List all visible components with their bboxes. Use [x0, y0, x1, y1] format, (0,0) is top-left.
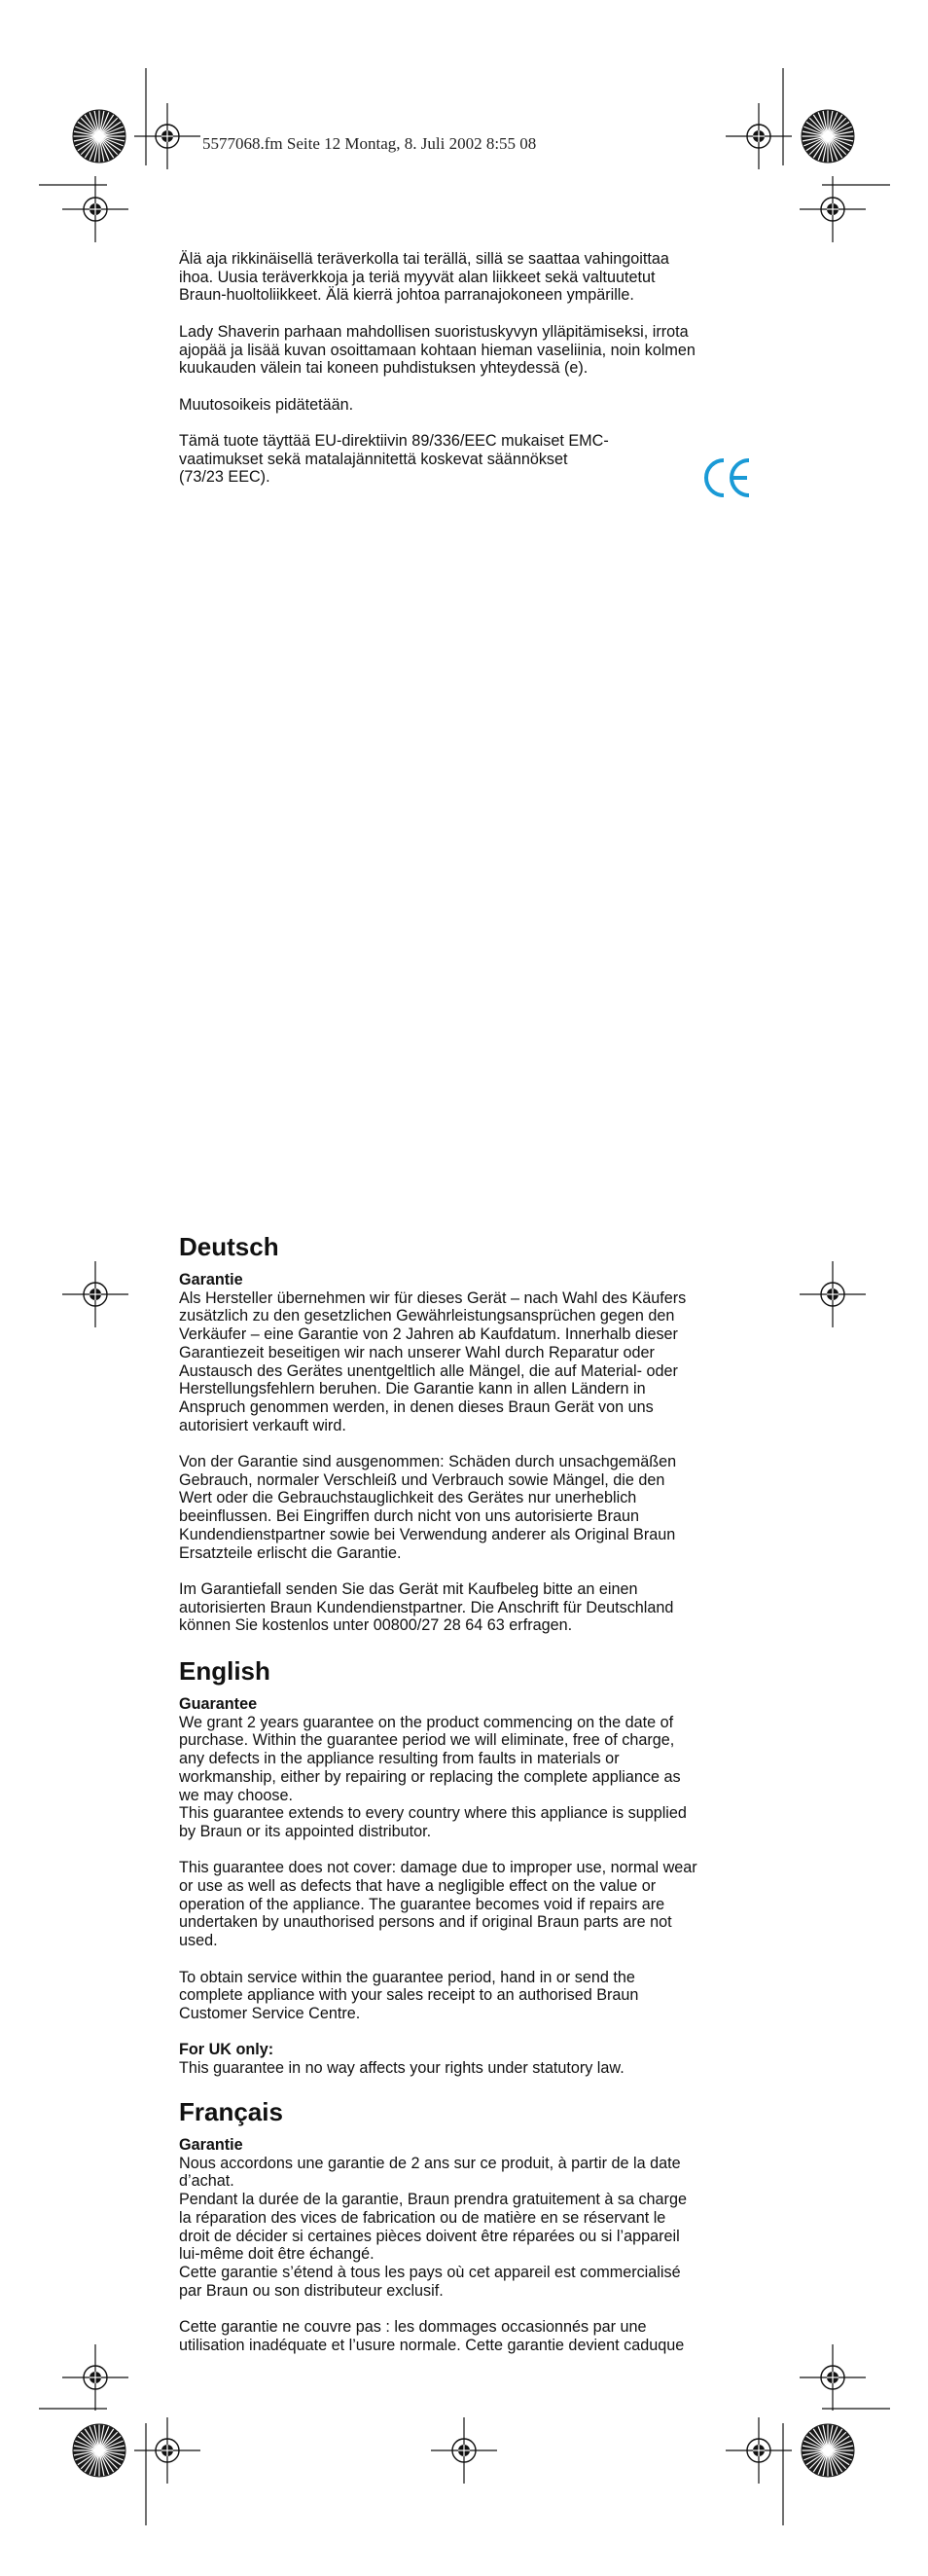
deutsch-section: [179, 1232, 753, 1635]
finnish-paragraph: Tämä tuote täyttää EU-direktiivin 89/336/EEC mukaiset EMC- vaatimukset sekä matalajännitettä koskevat säännökset (73/23 EEC).: [179, 431, 609, 487]
section-title-english: English: [179, 1656, 270, 1686]
section-title-francais: Français: [179, 2097, 283, 2126]
subtitle-garantie: Garantie: [179, 1271, 243, 1288]
subtitle-guarantee: Guarantee: [179, 1695, 258, 1713]
francais-paragraph: Nous accordons une garantie de 2 ans sur ce produit, à partir de la date d’achat. Pendant la durée de la garantie, Braun prendra gratuitement à sa charge la réparation des vices de fabrication ou de matière en se réservant le droit de décider si certaines pièces doivent être réparées ou si l’appareil lui-même doit être échangé. Cette garantie s’étend à tous les pays où cet appareil est commercialisé par Braun ou son distributeur exclusif.: [179, 2154, 687, 2300]
page-header-slug: 5577068.fm Seite 12 Montag, 8. Juli 2002 8:55 08: [202, 134, 537, 153]
subtitle-garantie-fr: Garantie: [179, 2136, 243, 2154]
francais-paragraph: Cette garantie ne couvre pas : les dommages occasionnés par une utilisation inadéquate et l’usure normale. Cette garantie devient caduque: [179, 2318, 685, 2354]
finnish-paragraph: Älä aja rikkinäisellä teräverkolla tai terällä, sillä se saattaa vahingoittaa ihoa. Uusia teräverkkoja ja teriä myyvät alan liikkeet sekä valtuutetut Braun-huoltoliikkeet. Älä kierrä johtoa parranajokoneen ympärille.: [179, 250, 669, 305]
section-title-deutsch: Deutsch: [179, 1232, 279, 1261]
francais-section: [179, 2097, 753, 2354]
ce-mark-icon: [700, 455, 753, 500]
uk-statutory-text: This guarantee in no way affects your rights under statutory law.: [179, 2059, 625, 2078]
english-section: [179, 1656, 753, 2078]
deutsch-paragraph: Als Hersteller übernehmen wir für dieses Gerät – nach Wahl des Käufers zusätzlich zu den gesetzlichen Gewährleistungsansprüchen gegen den Verkäufer – eine Garantie von 2 Jahren ab Kaufdatum. Innerhalb dieser Garantiezeit beseitigen wir nach unserer Wahl durch Reparatur oder Austausch des Gerätes unentgeltlich alle Mängel, die auf Material- oder Herstellungsfehlern beruhen. Die Garantie kann in allen Ländern in Anspruch genommen werden, in denen dieses Braun Gerät von uns autorisiert verkauft wird.: [179, 1288, 687, 1434]
english-paragraph: We grant 2 years guarantee on the product commencing on the date of purchase. Within the guarantee period we will eliminate, free of charge, any defects in the appliance resulting from faults in materials or workmanship, either by repairing or replacing the complete appliance as we may choose. This guarantee extends to every country where this appliance is supplied by Braun or its appointed distributor.: [179, 1713, 687, 1840]
finnish-paragraph: Muutosoikeis pidätetään.: [179, 395, 354, 414]
finnish-paragraph: Lady Shaverin parhaan mahdollisen suoristuskyvyn ylläpitämiseksi, irrota ajopää ja lisää kuvan osoittamaan kohtaan hieman vaseliinia, noin kolmen kuukauden välein tai koneen puhdistuksen yhteydessä (e).: [179, 322, 696, 378]
english-paragraph: This guarantee does not cover: damage due to improper use, normal wear or use as well as defects that have a negligible effect on the value or operation of the appliance. The guarantee becomes void if repairs are undertaken by unauthorised persons and if original Braun parts are not used.: [179, 1859, 697, 1950]
subtitle-uk-only: For UK only:: [179, 2041, 274, 2059]
english-paragraph: To obtain service within the guarantee period, hand in or send the complete appliance with your sales receipt to an authorised Braun Customer Service Centre.: [179, 1968, 639, 2022]
finnish-section: [179, 250, 753, 487]
deutsch-paragraph: Im Garantiefall senden Sie das Gerät mit Kaufbeleg bitte an einen autorisierten Braun Kundendienstpartner. Die Anschrift für Deutschland können Sie kostenlos unter 00800/27 28 64 63 erfragen.: [179, 1579, 674, 1635]
deutsch-paragraph: Von der Garantie sind ausgenommen: Schäden durch unsachgemäßen Gebrauch, normaler Verschleiß und Verbrauch sowie Mängel, die den Wert oder die Gebrauchstauglichkeit des Gerätes nur unerheblich beeinflussen. Bei Eingriffen durch nicht von uns autorisierte Braun Kundendienstpartner sowie bei Verwendung anderer als Original Braun Ersatzteile erlischt die Garantie.: [179, 1453, 677, 1562]
